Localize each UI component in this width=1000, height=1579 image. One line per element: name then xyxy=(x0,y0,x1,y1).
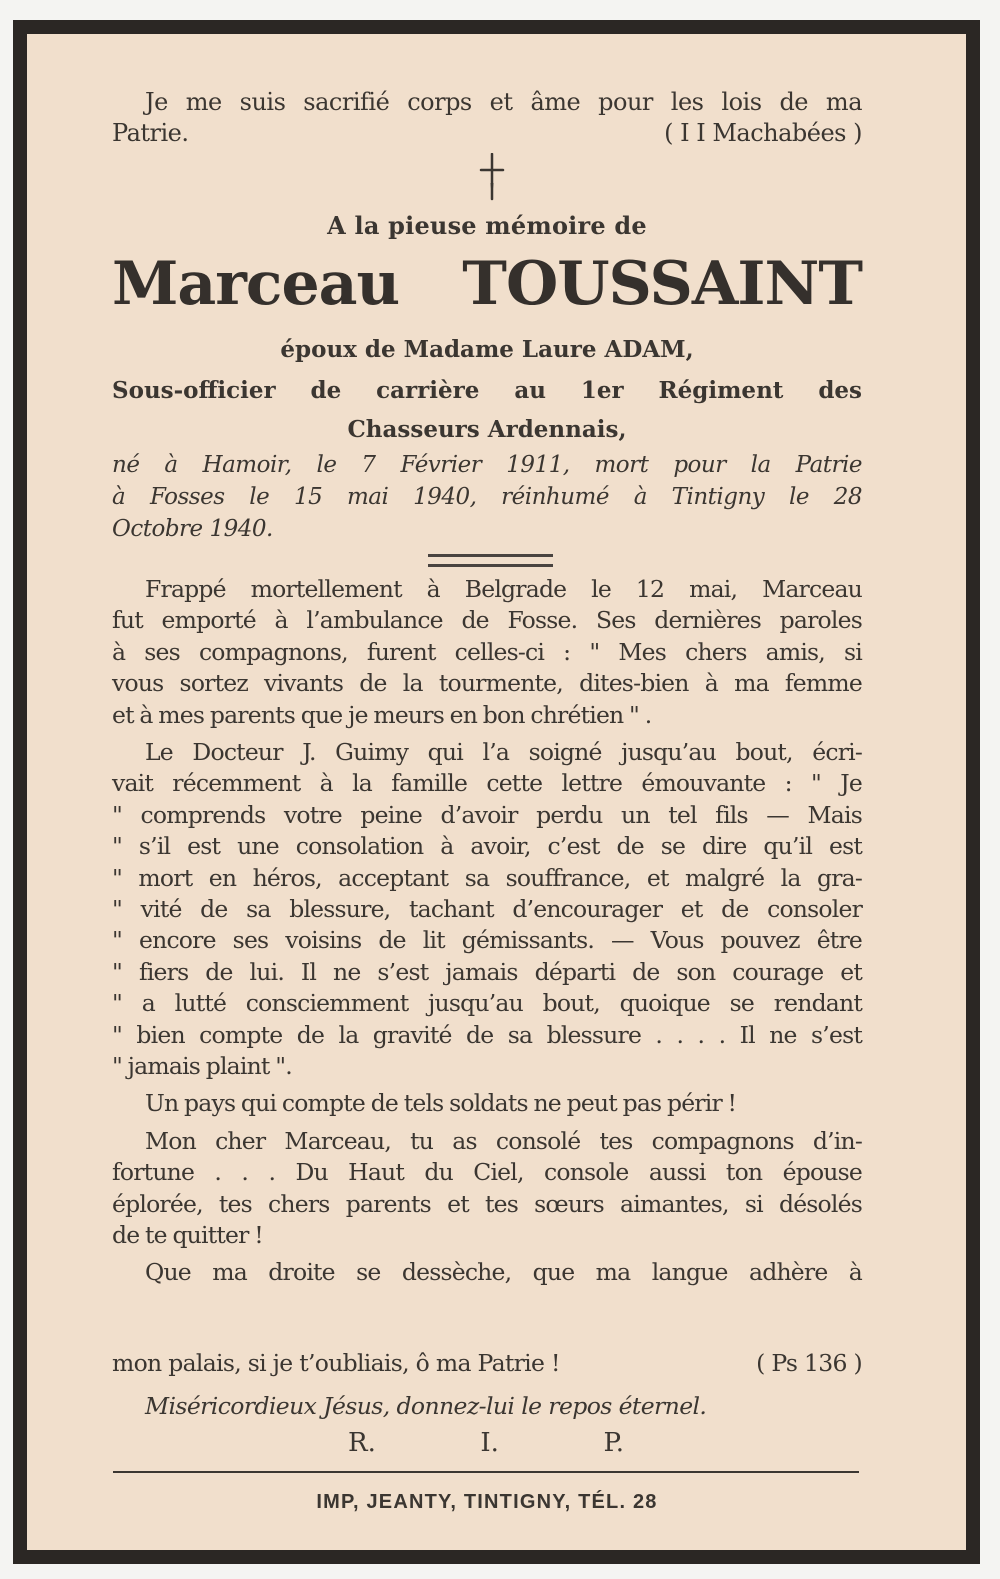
body-line: " encore ses voisins de lit gémissants. — Vous pouvez être xyxy=(112,926,862,955)
psalm-line xyxy=(112,1349,862,1377)
body-line: vous sortez vivants de la tourmente, dites-bien à ma femme xyxy=(112,669,862,698)
double-rule-divider-lower xyxy=(428,564,553,567)
rip-p: P. xyxy=(603,1428,624,1458)
body-line: Mon cher Marceau, tu as consolé tes compagnons d’in- xyxy=(145,1126,862,1155)
body-line: " s’il est une consolation à avoir, c’est de se dire qu’il est xyxy=(112,832,862,861)
body-line: " comprends votre peine d’avoir perdu un tel fils — Mais xyxy=(112,800,862,829)
last-name: TOUSSAINT xyxy=(462,249,862,319)
body-line: fut emporté à l’ambulance de Fosse. Ses dernières paroles xyxy=(112,606,862,635)
body-line: à ses compagnons, furent celles-ci : " Mes chers amis, si xyxy=(112,637,862,666)
deceased-name xyxy=(112,244,862,324)
body-line: vait récemment à la famille cette lettre émouvante : " Je xyxy=(112,769,862,798)
rip-line xyxy=(348,1428,624,1458)
intro-heading: A la pieuse mémoire de xyxy=(327,211,647,240)
dates-line: à Fosses le 15 mai 1940, réinhumé à Tintigny le 28 xyxy=(112,484,862,510)
body-line: éplorée, tes chers parents et tes sœurs aimantes, si désolés xyxy=(112,1189,862,1218)
rip-i: I. xyxy=(480,1428,499,1458)
body-line: " fiers de lui. Il ne s’est jamais départi de son courage et xyxy=(112,957,862,986)
epigraph-text: Je me suis sacrifié corps et âme pour les lois de ma xyxy=(145,88,862,116)
body-line: " a lutté consciemment jusqu’au bout, quoique se rendant xyxy=(112,989,862,1018)
epigraph-line-2 xyxy=(112,119,862,147)
body-line: " vité de sa blessure, tachant d’encourager et de consoler xyxy=(112,895,862,923)
body-line: de te quitter ! xyxy=(112,1221,263,1249)
body-line: Frappé mortellement à Belgrade le 12 mai, Marceau xyxy=(145,575,862,603)
rank-line-2: Chasseurs Ardennais, xyxy=(347,416,627,443)
epigraph-patrie: Patrie. xyxy=(112,119,189,147)
dates-line: né à Hamoir, le 7 Février 1911, mort pour la Patrie xyxy=(112,452,862,478)
body-line: Un pays qui compte de tels soldats ne peut pas périr ! xyxy=(145,1089,737,1118)
body-line: Que ma droite se dessèche, que ma langue adhère à xyxy=(145,1258,862,1287)
rank-text: Sous-officier de carrière au 1er Régiment des xyxy=(112,377,862,404)
body-line: fortune . . . Du Haut du Ciel, console aussi ton épouse xyxy=(112,1158,862,1187)
prayer-line: Miséricordieux Jésus, donnez-lui le repos éternel. xyxy=(145,1392,707,1420)
rank-line-1 xyxy=(112,377,862,404)
psalm-text: mon palais, si je t’oubliais, ô ma Patrie ! xyxy=(112,1349,560,1377)
body-line: Le Docteur J. Guimy qui l’a soigné jusqu’au bout, écri- xyxy=(145,738,862,766)
epigraph-source: ( I I Machabées ) xyxy=(664,119,862,147)
rip-r: R. xyxy=(348,1428,376,1458)
body-line: " mort en héros, acceptant sa souffrance, et malgré la gra- xyxy=(112,863,862,892)
psalm-reference: ( Ps 136 ) xyxy=(756,1349,862,1377)
body-line: " jamais plaint ". xyxy=(112,1052,292,1080)
printer-credit: IMP, JEANTY, TINTIGNY, TÉL. 28 xyxy=(316,1491,658,1513)
double-rule-divider xyxy=(428,554,553,557)
dates-line: Octobre 1940. xyxy=(112,516,273,542)
footer-rule xyxy=(113,1471,859,1473)
body-line: et à mes parents que je meurs en bon chrétien " . xyxy=(112,700,652,729)
body-line: " bien compte de la gravité de sa blessure . . . . Il ne s’est xyxy=(112,1020,862,1049)
epigraph-line-1 xyxy=(145,88,862,116)
spouse-line: époux de Madame Laure ADAM, xyxy=(280,336,694,363)
first-name: Marceau xyxy=(112,249,400,319)
cross-icon xyxy=(478,153,506,201)
